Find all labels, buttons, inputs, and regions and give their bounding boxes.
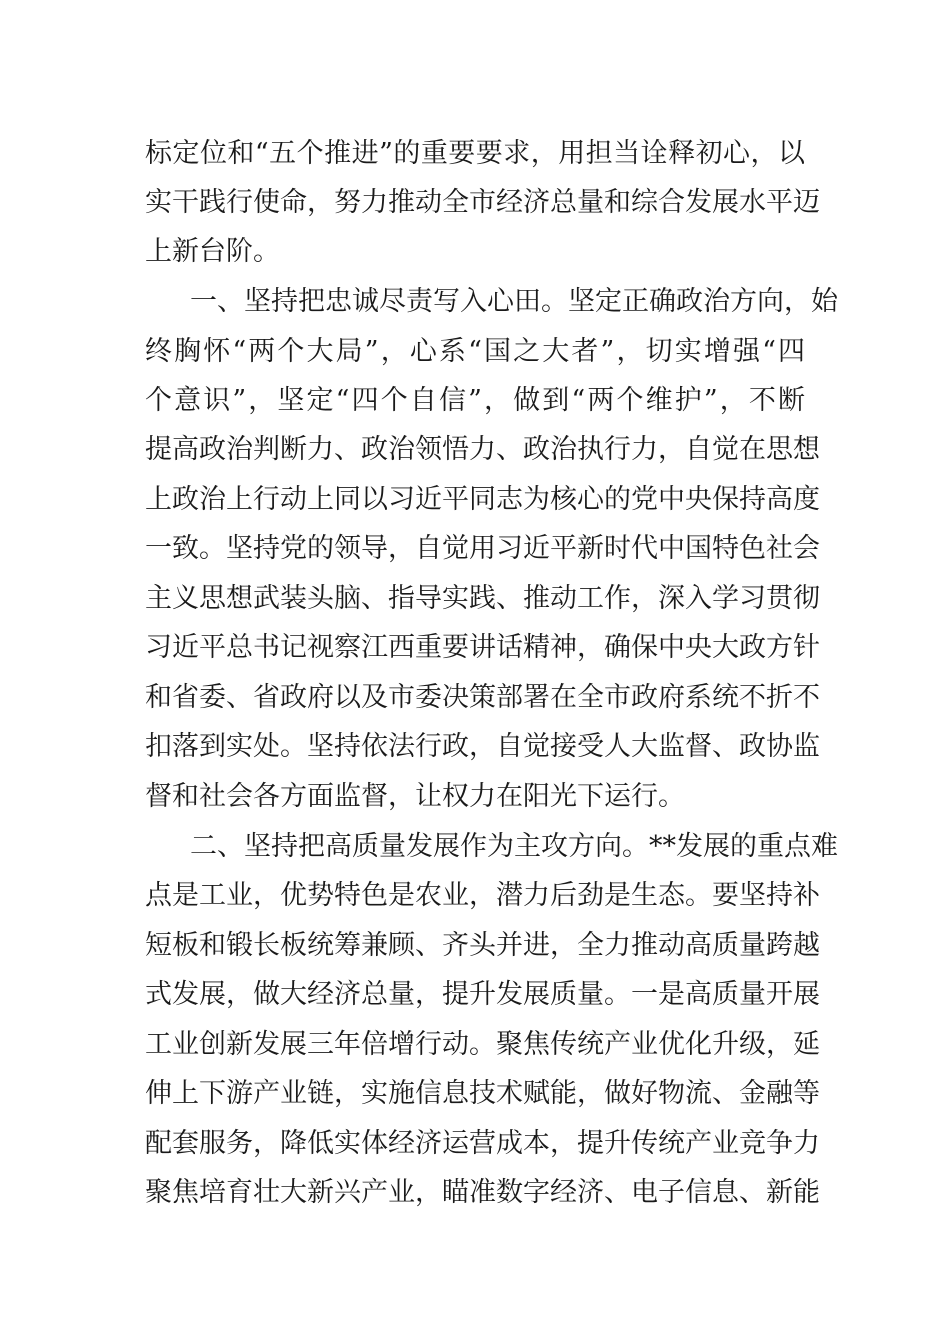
paragraph-heading-line: 二、坚持把高质量发展作为主攻方向。**发展的重点难 bbox=[190, 831, 838, 862]
text-line: 工业创新发展三年倍增行动。聚焦传统产业优化升级，延 bbox=[145, 1029, 820, 1060]
text-line: 短板和锻长板统筹兼顾、齐头并进，全力推动高质量跨越 bbox=[145, 930, 820, 961]
text-line: 习近平总书记视察江西重要讲话精神，确保中央大政方针 bbox=[145, 632, 820, 663]
text-line: 个意识”，坚定“四个自信”，做到“两个维护”，不断 bbox=[145, 385, 805, 416]
paragraph-heading-line: 一、坚持把忠诚尽责写入心田。坚定正确政治方向，始 bbox=[190, 286, 838, 317]
text-line: 一致。坚持党的领导，自觉用习近平新时代中国特色社会 bbox=[145, 533, 820, 564]
text-line: 提高政治判断力、政治领悟力、政治执行力，自觉在思想 bbox=[145, 434, 820, 465]
text-line: 终胸怀“两个大局”，心系“国之大者”，切实增强“四 bbox=[145, 336, 805, 367]
text-line: 上政治上行动上同以习近平同志为核心的党中央保持高度 bbox=[145, 484, 820, 515]
text-line: 标定位和“五个推进”的重要要求，用担当诠释初心，以 bbox=[145, 138, 805, 169]
text-line: 式发展，做大经济总量，提升发展质量。一是高质量开展 bbox=[145, 979, 820, 1010]
text-line: 伸上下游产业链，实施信息技术赋能，做好物流、金融等 bbox=[145, 1078, 820, 1109]
text-line: 实干践行使命，努力推动全市经济总量和综合发展水平迈 bbox=[145, 187, 820, 218]
text-line: 和省委、省政府以及市委决策部署在全市政府系统不折不 bbox=[145, 682, 820, 713]
text-line: 督和社会各方面监督，让权力在阳光下运行。 bbox=[145, 781, 685, 812]
text-line: 点是工业，优势特色是农业，潜力后劲是生态。要坚持补 bbox=[145, 880, 820, 911]
text-line: 主义思想武装头脑、指导实践、推动工作，深入学习贯彻 bbox=[145, 583, 820, 614]
text-line: 上新台阶。 bbox=[145, 236, 280, 267]
text-line: 扣落到实处。坚持依法行政，自觉接受人大监督、政协监 bbox=[145, 731, 820, 762]
text-line: 聚焦培育壮大新兴产业，瞄准数字经济、电子信息、新能 bbox=[145, 1177, 820, 1208]
text-line: 配套服务，降低实体经济运营成本，提升传统产业竞争力 bbox=[145, 1128, 820, 1159]
